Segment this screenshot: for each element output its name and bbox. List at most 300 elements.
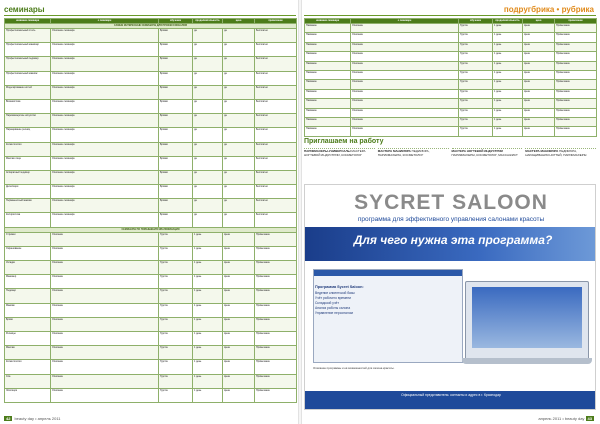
ad-contact-footer: Официальный представитель: контакты и адрес в г. Краснодар [305,391,596,409]
table-cell: 1 день [193,232,223,246]
table-cell: Бесплатно [255,128,297,142]
table-cell: Описание семинара [51,170,159,184]
table-cell: Бровки [159,29,193,43]
table-cell: Перманентный макияж [5,199,51,213]
table-cell: Цена [223,388,255,402]
vacancy-title: ПАРИКМАХЕРЫ-УНИВЕРСАЛЫ [304,149,351,153]
table-cell: Бровки [159,142,193,156]
vacancy-title: МАСТЕРА НОГТЕВОЙ ИНДУСТРИИ [451,149,503,153]
table-cell: Бесплатно [255,29,297,43]
ad-list-item: Управление персоналом [315,311,353,315]
table-cell: Бесплатно [255,156,297,170]
table-cell: Бесплатно [255,85,297,99]
table-cell: Группа [159,246,193,260]
table-cell: Описание [51,261,159,275]
table-cell: Описание [51,360,159,374]
vacancy-item [525,148,596,180]
table-cell: да [223,199,255,213]
laptop-image [465,281,589,361]
table-cell: да [223,71,255,85]
column-header: название семинара [5,19,51,24]
table-row [305,89,597,98]
table-row [5,388,297,402]
table-cell: Бровки [159,71,193,85]
table-cell: да [193,170,223,184]
table-cell: Название [305,99,351,108]
table-cell: Примечание [255,232,297,246]
table-row [5,71,297,85]
table-cell: 1 день [193,360,223,374]
table-cell: Описание [351,61,459,70]
table-cell: Примечание [555,89,597,98]
right-page-footer [538,416,596,421]
table-cell: Название [305,70,351,79]
footer-text: апрель 2011 • beauty day [538,416,585,421]
table-row [5,213,297,227]
table-cell: Примечание [255,261,297,275]
table-cell: Бровки [159,114,193,128]
table-cell: Примечание [555,61,597,70]
table-row [5,346,297,360]
table-cell: Описание семинара [51,43,159,57]
table-cell: Примечание [255,303,297,317]
software-screenshot-image [313,269,463,363]
table-cell: Описание [351,24,459,33]
table-cell: Примечание [555,42,597,51]
table-cell: Цена [523,24,555,33]
table-row [305,42,597,51]
table-cell: Описание [351,33,459,42]
table-cell: 1 день [493,99,523,108]
column-header: обучение [159,19,193,24]
table-cell: 1 день [493,127,523,136]
table-cell: Бесплатно [255,199,297,213]
table-cell: Цена [223,331,255,345]
table-cell: 1 день [193,317,223,331]
table-cell: Массаж [5,346,51,360]
table-cell: Бесплатно [255,43,297,57]
table-cell: Группа [159,232,193,246]
table-cell: Описание [351,42,459,51]
table-cell: да [223,213,255,227]
ad-list-item: Складской учёт [315,301,339,305]
table-cell: Бесплатно [255,213,297,227]
table-cell: Цена [223,289,255,303]
table-cell: Бесплатно [255,185,297,199]
table-cell: Группа [159,331,193,345]
table-cell: Группа [159,317,193,331]
table-cell: Бровки [159,99,193,113]
table-cell: Описание [351,80,459,89]
table-cell: Примечание [255,246,297,260]
table-cell: да [223,128,255,142]
table-cell: Группа [459,99,493,108]
table-cell: Описание семинара [51,71,159,85]
ad-list-title: Программа Sycret Saloon: [315,285,364,289]
table-cell: Цена [523,80,555,89]
table-cell: Цена [223,261,255,275]
page-number: 42 [6,416,11,421]
table-cell: Описание семинара [51,199,159,213]
ad-list-item: Ведение клиентской базы [315,291,355,295]
table-cell: Бесплатно [255,142,297,156]
table-row [5,43,297,57]
vacancy-title: МАСТЕРА МАНИКЮРА [377,149,411,153]
table-cell: да [223,114,255,128]
table-cell: да [193,114,223,128]
table-cell: 1 день [493,61,523,70]
table-cell: Цена [523,70,555,79]
table-cell: Группа [159,346,193,360]
table-cell: 1 день [193,331,223,345]
left-header-bar [4,4,296,16]
vacancy-text: ПЕДИКЮРА, ПАРИКМАХЕРЫ, КОСМЕТОЛОГ [377,149,430,157]
table-cell: Бровки [159,199,193,213]
table-cell: Название [305,61,351,70]
table-cell: Описание [51,346,159,360]
table-cell: да [223,57,255,71]
table-cell: да [223,29,255,43]
table-cell: да [193,99,223,113]
table-cell: 1 день [193,261,223,275]
table-cell: да [223,156,255,170]
table-cell: Бровки [159,170,193,184]
table-cell: Примечание [555,33,597,42]
table-cell: Название [305,52,351,61]
table-row [5,289,297,303]
table-cell: Укладки [5,261,51,275]
table-cell: Массаж лица [5,156,51,170]
table-cell: Название [305,42,351,51]
table-cell: Бровки [159,213,193,227]
table-cell: 1 день [493,33,523,42]
table-cell: Спа [5,374,51,388]
page-number: 43 [587,416,592,421]
table-cell: Описание семинара [51,213,159,227]
table-cell: Бесплатно [255,114,297,128]
right-header-bar [304,4,596,16]
table-row [5,199,297,213]
table-cell: Примечание [255,360,297,374]
table-cell: Профессиональный стиль [5,29,51,43]
table-cell: да [223,99,255,113]
table-cell: Описание семинара [51,185,159,199]
table-cell: Примечание [555,80,597,89]
table-cell: Цена [523,52,555,61]
vacancy-item [452,148,523,180]
table-cell: Макияж [5,303,51,317]
table-cell: Примечание [255,374,297,388]
table-cell: Примечание [255,289,297,303]
table-cell: Группа [459,42,493,51]
table-cell: 1 день [493,80,523,89]
table-row [5,57,297,71]
table-cell: Группа [159,388,193,402]
table-cell: да [193,156,223,170]
table-cell: Описание семинара [51,85,159,99]
table-cell: 1 день [193,246,223,260]
column-header: о семинаре [351,19,459,24]
table-cell: Группа [159,261,193,275]
table-row [305,80,597,89]
table-cell: Бровки [159,185,193,199]
table-cell: Примечание [555,127,597,136]
table-cell: Цена [223,346,255,360]
table-cell: да [193,57,223,71]
table-cell: Бровки [159,57,193,71]
table-cell: 1 день [193,275,223,289]
table-row [5,114,297,128]
table-row [305,108,597,117]
ad-body-text: Описание программы и её возможностей для салона красоты. [313,366,395,370]
table-cell: Группа [459,61,493,70]
seminars-table-left [4,18,297,403]
table-row [5,99,297,113]
table-row [305,127,597,136]
table-cell: да [193,128,223,142]
table-cell: Описание [351,52,459,61]
table-cell: Цена [523,89,555,98]
table-cell: Профессиональный макияж [5,71,51,85]
table-cell: Группа [459,89,493,98]
table-cell: Описание [351,89,459,98]
table-cell: Название [305,117,351,126]
table-row [5,29,297,43]
table-cell: Описание семинара [51,142,159,156]
table-cell: Наращивание ресниц [5,128,51,142]
table-cell: Примечание [555,70,597,79]
table-row [5,232,297,246]
table-cell: 1 день [493,108,523,117]
table-cell: Цена [223,303,255,317]
table-cell: Описание [51,331,159,345]
table-cell: да [193,71,223,85]
ad-list-item: Учёт рабочего времени [315,296,351,300]
table-cell: Группа [159,360,193,374]
table-cell: Ресницы [5,331,51,345]
ad-question: Для чего нужна эта программа? [353,233,553,247]
table-cell: Описание семинара [51,57,159,71]
table-cell: да [223,142,255,156]
table-row [5,128,297,142]
table-cell: Визажистика [5,99,51,113]
table-cell: Примечание [255,388,297,402]
table-cell: Примечание [555,24,597,33]
table-cell: Брови [5,317,51,331]
table-cell: Бесплатно [255,170,297,184]
table-cell: Цена [223,275,255,289]
column-header: продолжительность [193,19,223,24]
table-cell: Примечание [255,346,297,360]
table-cell: 1 день [493,89,523,98]
table-cell: Группа [459,108,493,117]
table-cell: 1 день [493,117,523,126]
table-cell: 1 день [193,303,223,317]
table-cell: Группа [459,52,493,61]
table-cell: Аппаратный педикюр [5,170,51,184]
sycret-saloon-ad[interactable] [304,184,596,410]
table-cell: Название [305,89,351,98]
table-cell: Описание [51,246,159,260]
column-header: продолжительность [493,19,523,24]
table-cell: Группа [459,127,493,136]
table-cell: 1 день [193,289,223,303]
table-cell: Описание [51,374,159,388]
table-cell: Описание семинара [51,128,159,142]
table-cell: Примечание [555,108,597,117]
ad-list-item: Анализ работы салона [315,306,351,310]
table-cell: Группа [159,303,193,317]
table-row [305,33,597,42]
table-cell: Бесплатно [255,71,297,85]
column-header: обучение [459,19,493,24]
table-cell: Цена [523,99,555,108]
left-page-footer [4,416,60,421]
table-cell: да [193,43,223,57]
table-cell: Описание [351,108,459,117]
table-row [305,99,597,108]
table-row [305,61,597,70]
table-cell: Бровки [159,43,193,57]
table-cell: Название [305,24,351,33]
table-cell: да [223,185,255,199]
table-row [305,24,597,33]
table-row [5,85,297,99]
left-page-title: семинары [4,5,45,14]
vacancy-text: ПЕДИКЮРА, НАРАЩИВАНИЯ НОГТЕЙ, ПАРИКМАХЕРЫ [525,149,587,157]
table-row [5,185,297,199]
table-cell: да [223,85,255,99]
ad-subtitle: программа для эффективного управления салонами красоты [357,216,545,223]
rubric-b: рубрика [561,5,594,14]
table-cell: Описание [51,275,159,289]
table-cell: Колористика [5,213,51,227]
table-cell: да [193,29,223,43]
column-header: примечание [555,19,597,24]
table-row [5,331,297,345]
table-row [5,261,297,275]
table-cell: Описание [351,70,459,79]
table-row [5,317,297,331]
table-cell: Группа [459,24,493,33]
table-cell: Примечание [255,275,297,289]
table-cell: Депиляция [5,185,51,199]
table-cell: Окрашивание [5,246,51,260]
table-cell: Группа [159,374,193,388]
column-header: о семинаре [51,19,159,24]
column-header: название семинара [305,19,351,24]
table-cell: Группа [159,275,193,289]
vacancies-list [304,148,596,180]
table-cell: Цена [523,33,555,42]
table-row [5,142,297,156]
table-cell: Цена [523,108,555,117]
column-header: примечание [255,19,297,24]
section-title: САМЫЕ ИНТЕРЕСНЫЕ СЕМИНАРЫ ДЛЯ ПРОФЕССИОНАЛОВ [5,24,297,29]
seminars-table-right [304,18,597,137]
table-cell: Группа [459,70,493,79]
table-cell: Цена [223,360,255,374]
vacancy-title: МАСТЕРА МАНИКЮРА [525,149,559,153]
table-cell: 1 день [493,24,523,33]
vacancy-text: ПАРИКМАХЕРЫ, КОСМЕТОЛОГ, МАССАЖИСТ [451,152,518,157]
table-cell: Название [305,108,351,117]
jobs-section-title: Приглашаем на работу [304,138,384,145]
table-cell: Косметология [5,142,51,156]
table-cell: Моделирование ногтей [5,85,51,99]
table-cell: да [193,85,223,99]
vacancy-item [304,148,375,180]
table-cell: да [223,43,255,57]
table-cell: Примечание [555,117,597,126]
table-cell: Примечание [555,52,597,61]
table-cell: Описание [51,232,159,246]
table-cell: Бесплатно [255,57,297,71]
table-cell: Описание [51,317,159,331]
right-page [304,0,596,424]
table-cell: Название [305,127,351,136]
table-cell: да [193,213,223,227]
table-row [5,156,297,170]
table-row [305,70,597,79]
table-row [305,52,597,61]
table-cell: 1 день [493,52,523,61]
table-row [5,275,297,289]
table-row [5,374,297,388]
table-cell: Эпиляция [5,388,51,402]
table-cell: Описание [51,289,159,303]
table-cell: Описание [51,388,159,402]
table-cell: 1 день [493,42,523,51]
table-cell: Описание [351,117,459,126]
table-cell: 1 день [193,346,223,360]
table-cell: Описание [51,303,159,317]
left-page [4,0,296,424]
table-row [5,246,297,260]
table-cell: да [193,185,223,199]
table-cell: Бровки [159,156,193,170]
table-cell: Стрижки [5,232,51,246]
table-cell: Цена [223,317,255,331]
table-cell: Примечание [555,99,597,108]
table-cell: Описание [351,127,459,136]
table-row [5,360,297,374]
table-cell: Профессиональный маникюр [5,43,51,57]
right-page-rubric: подругбрика • рубрика [503,5,594,14]
table-cell: Описание семинара [51,29,159,43]
table-cell: Название [305,33,351,42]
table-cell: Цена [523,117,555,126]
table-cell: Группа [459,33,493,42]
table-cell: Группа [459,117,493,126]
table-cell: да [193,142,223,156]
table-cell: Описание семинара [51,114,159,128]
table-cell: Группа [159,289,193,303]
table-cell: Цена [523,42,555,51]
table-cell: 1 день [193,388,223,402]
ad-feature-list [315,285,461,316]
table-row [305,117,597,126]
table-cell: Цена [223,246,255,260]
rubric-a: подругбрика [503,5,555,14]
table-cell: Примечание [255,317,297,331]
table-cell: Примечание [255,331,297,345]
spread-gutter [298,0,302,424]
table-cell: Цена [523,127,555,136]
table-cell: Педикюр [5,289,51,303]
table-cell: 1 день [193,374,223,388]
table-cell: Бровки [159,85,193,99]
